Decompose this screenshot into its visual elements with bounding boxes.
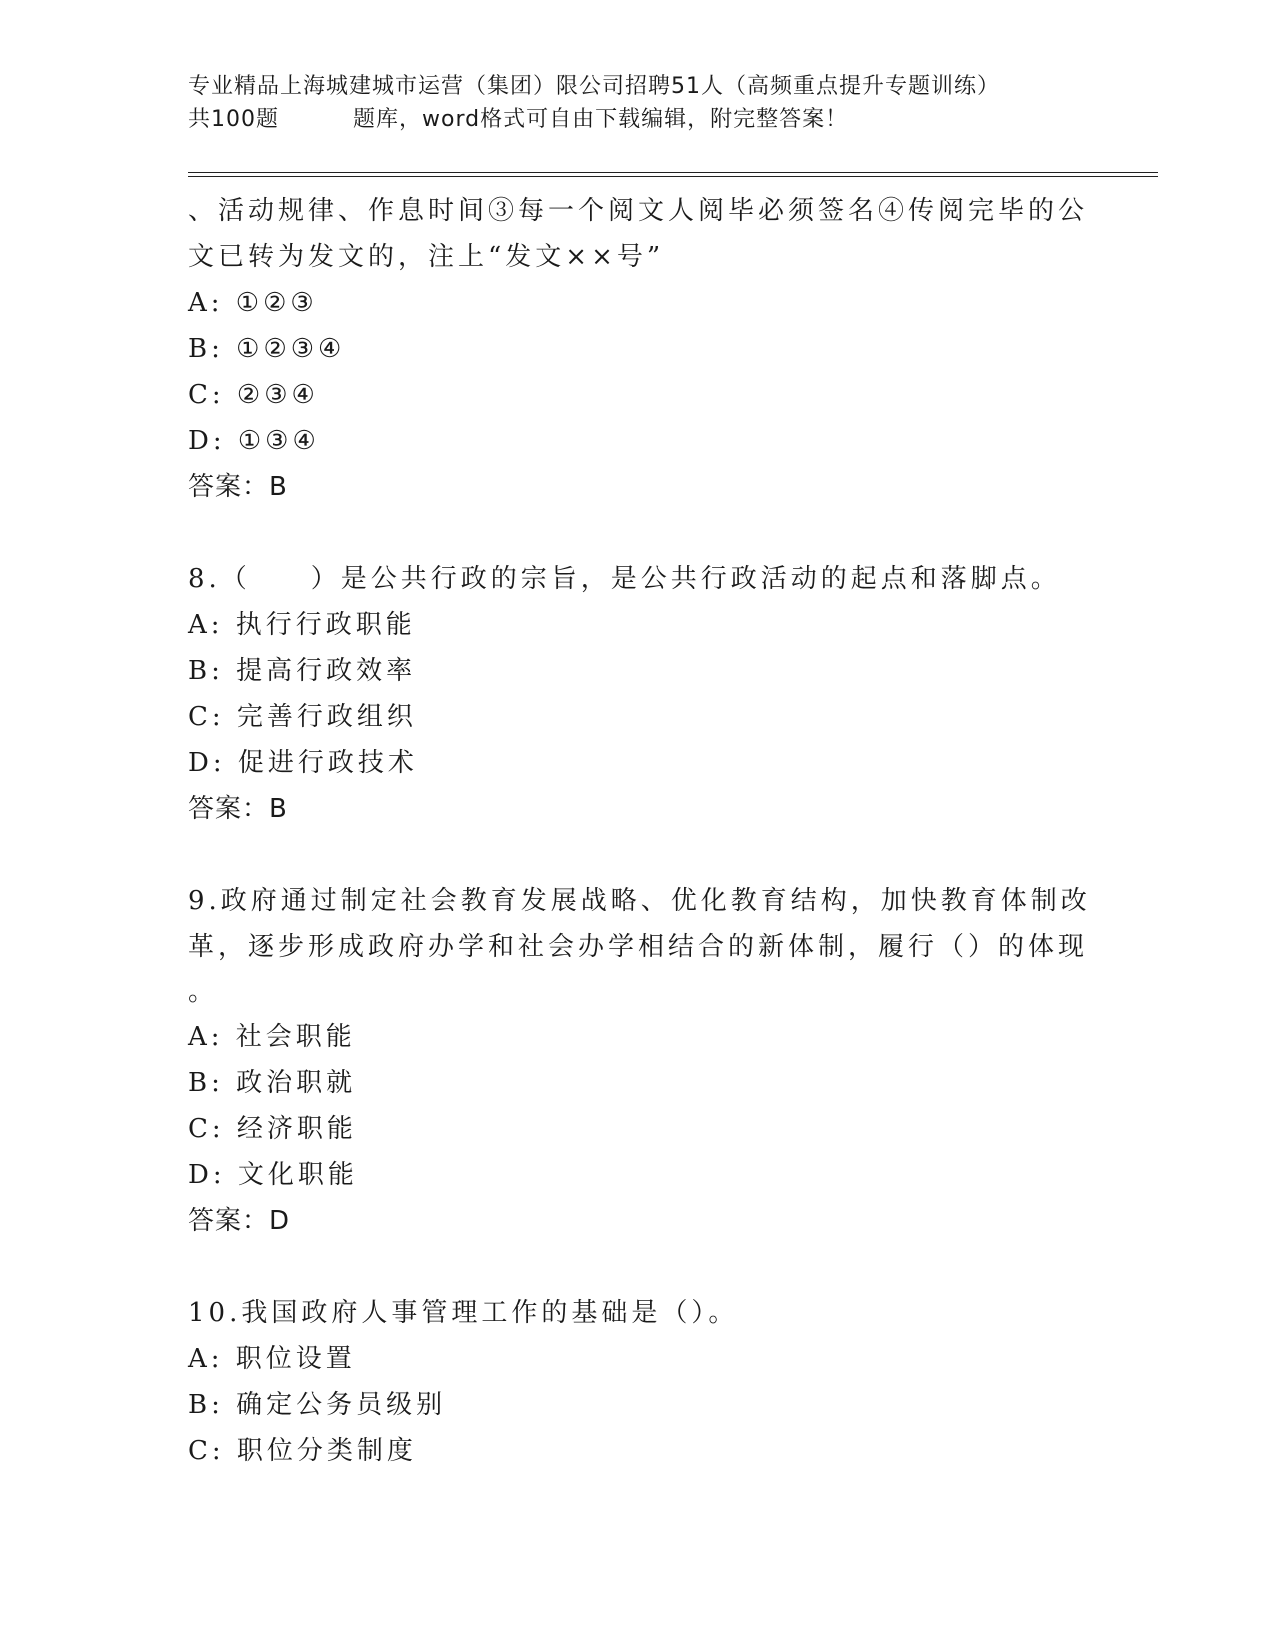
option-c: C: 完善行政组织 (188, 702, 417, 732)
option-b: B: ①②③④ (188, 334, 346, 364)
option-c: C: 经济职能 (188, 1114, 357, 1144)
question-7 (188, 188, 1089, 510)
option-d: D: 文化职能 (188, 1160, 358, 1190)
document-header (188, 70, 1088, 136)
option-b: B: 政治职就 (188, 1068, 357, 1098)
header-rule-bottom (188, 176, 1158, 177)
header-subtitle-line (188, 103, 1088, 136)
question-10 (188, 1290, 1068, 1474)
answer-label: 答案：D (188, 1206, 291, 1236)
option-c: C: ②③④ (188, 380, 319, 410)
header-title-line: 专业精品上海城建城市运营（集团）限公司招聘51人（高频重点提升专题训练） (188, 74, 1000, 99)
answer-label: 答案：B (188, 472, 288, 502)
question-stem: 、活动规律、作息时间③每一个阅文人阅毕必须签名④传阅完毕的公 (188, 196, 1089, 226)
answer-label: 答案：B (188, 794, 288, 824)
option-a: A: 执行行政职能 (188, 610, 416, 640)
option-a: A: 社会职能 (188, 1022, 356, 1052)
question-list (188, 188, 1091, 1474)
option-c: C: 职位分类制度 (188, 1436, 417, 1466)
question-stem: 9.政府通过制定社会教育发展战略、优化教育结构，加快教育体制改 (188, 886, 1091, 916)
question-8 (188, 556, 1068, 832)
question-stem: 8.（ ）是公共行政的宗旨，是公共行政活动的起点和落脚点。 (188, 564, 1061, 594)
header-question-count: 共100题 (188, 107, 279, 132)
question-stem: 革，逐步形成政府办学和社会办学相结合的新体制，履行（）的体现 (188, 932, 1089, 962)
header-description: 题库，word格式可自由下载编辑，附完整答案！ (353, 107, 849, 132)
question-stem: 10.我国政府人事管理工作的基础是（）。 (188, 1298, 739, 1328)
option-a: A: ①②③ (188, 288, 318, 318)
option-d: D: 促进行政技术 (188, 748, 418, 778)
option-a: A: 职位设置 (188, 1344, 356, 1374)
question-stem: 文已转为发文的，注上“发文××号” (188, 242, 665, 272)
option-d: D: ①③④ (188, 426, 320, 456)
option-b: B: 确定公务员级别 (188, 1390, 447, 1420)
option-b: B: 提高行政效率 (188, 656, 417, 686)
question-stem: 。 (188, 977, 219, 1007)
question-9 (188, 878, 1091, 1244)
header-rule-top (188, 172, 1158, 173)
